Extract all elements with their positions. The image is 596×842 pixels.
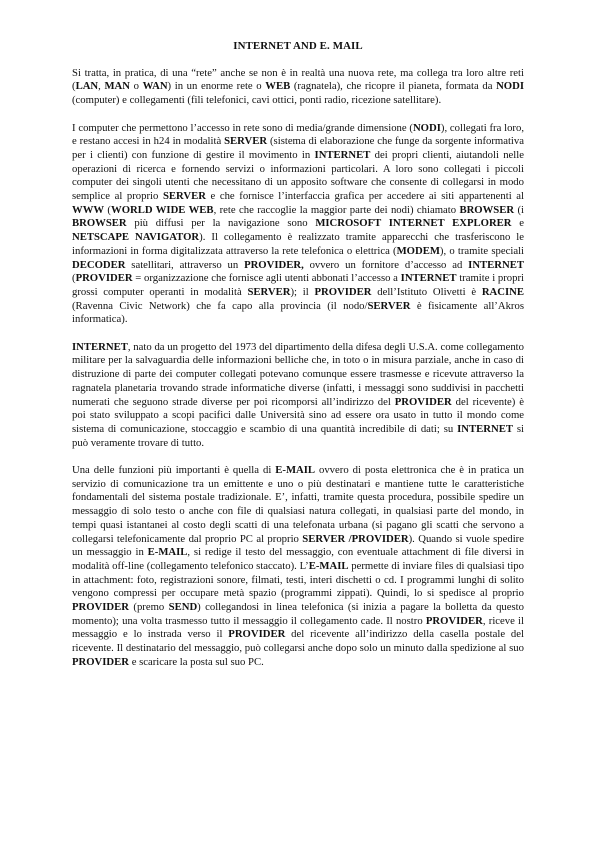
text-run: (Ravenna Civic Network) che fa capo alla provincia (il nodo/ [72,299,368,312]
keyword-text: WEB [265,80,291,93]
text-run: ( [72,272,76,285]
keyword-text: E-MAIL [308,559,349,572]
text-run: , nato da un progetto del 1973 del dipartimento della difesa degli U.S.A. come collegamento militare per la salvaguardia delle informazioni belliche che, in toto o in misura parziale, anche in caso di distruzione di parte dei computer collegati potevano comunque essere trasmesse e ricevute attraverso la ragnatela planetaria trovando strade informatiche diverse (infatti, i messaggi sono suddivisi in pacchetti numerati che seguono strade diverse per poi ricomporsi all’indirizzo del [72,340,524,408]
text-run: , rete che raccoglie la maggior parte dei nodi) chiamato [213,203,460,216]
text-run: ) in un enorme rete o [167,80,266,93]
text-run: del ricevente all’indirizzo della casella postale del ricevente. Il destinatario del messaggio, può collegarsi anche dopo solo un minuto dalla spedizione al suo [72,628,524,655]
text-run: ), collegati fra loro, e restano accesi in h24 in modalità [72,121,524,148]
text-run: permette di inviare files di qualsiasi tipo in attachment: foto, registrazioni sonore, filmati, testi, interi dischetti o cd. I programmi lunghi di solito vengono compressi per occupare metà spazio (programmi zippati). Quindi, lo si spedisce al proprio [72,559,524,600]
keyword-text: INTERNET [457,422,513,435]
document-title: INTERNET AND E. MAIL [233,40,363,52]
text-run: ( [104,203,111,216]
keyword-text: SEND [168,601,198,614]
paragraph-email [72,464,524,670]
paragraph-intro [72,67,524,108]
keyword-text: INTERNET [314,148,371,161]
text-run: = organizzazione che fornisce agli utenti abbonati l’accesso a [132,272,401,285]
keyword-text: NODI [412,121,441,134]
keyword-text: WAN [142,80,168,93]
keyword-text: PROVIDER [228,628,286,641]
keyword-text: BROWSER [459,203,515,216]
document-page [72,40,524,683]
keyword-text: MAN [104,80,130,93]
text-run: (computer) e collegamenti (fili telefonici, cavi ottici, ponti radio, ricezione satellitare). [72,94,442,107]
keyword-text: MODEM [396,244,440,257]
keyword-text: SERVER [367,299,411,312]
paragraph-servers [72,122,524,328]
text-run: ovvero un fornitore d’accesso ad [303,258,469,271]
text-run: , si redige il testo del messaggio, con eventuale attachment di file diversi in modalità off-line (collegamento telefonico staccato). L’ [72,546,524,572]
paragraph-history [72,341,524,451]
text-run: , riceve il messaggio e lo instrada verso il [72,614,524,641]
keyword-text: PROVIDER [75,272,133,285]
text-run: , [98,80,105,93]
text-run: Una delle funzioni più importanti è quella di [72,464,276,477]
keyword-text: SERVER [224,135,268,148]
text-run: satellitari, attraverso un [125,258,245,271]
text-run: I computer che permettono l’accesso in rete sono di media/grande dimensione ( [72,121,413,134]
keyword-text: MICROSOFT INTERNET EXPLORER [315,217,512,230]
keyword-text: INTERNET [400,272,457,285]
keyword-text: WWW [72,203,105,216]
text-run: ). Il collegamento è realizzato tramite apparecchi che trasferiscono le informazioni in forma digitalizzata attraverso la rete telefonica o elettrica ( [72,231,525,257]
keyword-text: PROVIDER [314,285,372,298]
text-run: ). Quando si vuole spedire un messaggio in [72,532,524,559]
keyword-text: INTERNET [72,340,128,353]
keyword-text: SERVER [162,190,206,203]
text-run: si può veramente trovare di tutto. [72,422,524,449]
text-run: e [511,217,524,230]
text-run: dei propri clienti, aiutandoli nelle operazioni di ricerca e fornendo servizi o informazioni particolari. A loro sono collegati i piccoli computer dei singoli utenti che necessitano di un apposito software che consente di collegarsi in modo semplice al proprio [72,148,524,203]
keyword-text: BROWSER [72,217,127,230]
keyword-text: SERVER /PROVIDER [302,532,409,545]
text-run: e che fornisce l’interfaccia grafica per accedere ai siti appartenenti al [205,190,524,203]
keyword-text: RACINE [481,285,524,298]
text-run: più diffusi per la navigazione sono [126,217,316,230]
text-run: e scaricare la posta sul suo PC. [129,655,264,668]
keyword-text: E-MAIL [275,464,316,477]
keyword-text: PROVIDER, [244,258,304,271]
keyword-text: WORLD WIDE WEB [111,203,214,216]
text-run: (ragnatela), che ricopre il pianeta, formata da [290,80,497,93]
keyword-text: SERVER [247,285,291,298]
text-run: è fisicamente all’Akros informatica). [72,299,524,326]
text-run: (premo [129,601,169,614]
text-run: o [129,80,143,93]
keyword-text: E-MAIL [147,546,188,559]
keyword-text: NETSCAPE NAVIGATOR [72,231,200,244]
keyword-text: PROVIDER [394,395,452,408]
text-run: (i [514,203,524,216]
keyword-text: PROVIDER [72,601,130,614]
keyword-text: PROVIDER [72,655,130,668]
text-run: ovvero di posta elettronica che è in pratica un servizio di comunicazione tra un emittente e uno o più destinatari e mantiene tutte le caratteristiche fondamentali del sistema postale tradizionale. E’, infatti, tramite questa procedura, possibile spedire un messaggio di solo testo o anche con file di qualsiasi natura collegati, in qualsiasi parte del mondo, in tempi quasi istantanei al costo degli scatti di una telefonata urbana (si pagano gli scatti che servono a collegarsi telefonicamente dal proprio PC al proprio [72,464,524,545]
keyword-text: DECODER [72,258,126,271]
text-run: del ricevente) è poi stato sviluppato a scopi pacifici dalle Università sino ad essere ora usato in tutto il mondo come sistema di comunicazione, stoccaggio e scambio di una quantità incredibile di dati; su [72,395,524,435]
keyword-text: PROVIDER [425,614,483,627]
text-run: ); il [290,285,315,298]
text-run: ) collegandosi in linea telefonica (si inizia a pagare la bolletta da questo momento); una volta trasmesso tutto il messaggio il collegamento cade. Il nostro [72,601,524,627]
text-run: ), o tramite speciali [439,244,525,257]
text-run: tramite i propri grossi computer operanti in modalità [72,272,525,298]
text-run: dell’Istituto Olivetti è [371,285,482,298]
keyword-text: NODI [496,80,525,93]
keyword-text: INTERNET [468,258,524,271]
keyword-text: LAN [75,80,99,93]
text-run: (sistema di elaborazione che funge da sorgente informativa per i clienti) con funzione di gestire il movimento in [72,135,524,161]
text-run: Si tratta, in pratica, di una “rete” anche se non è in realtà una nuova rete, ma collega tra loro altre reti ( [72,66,524,93]
